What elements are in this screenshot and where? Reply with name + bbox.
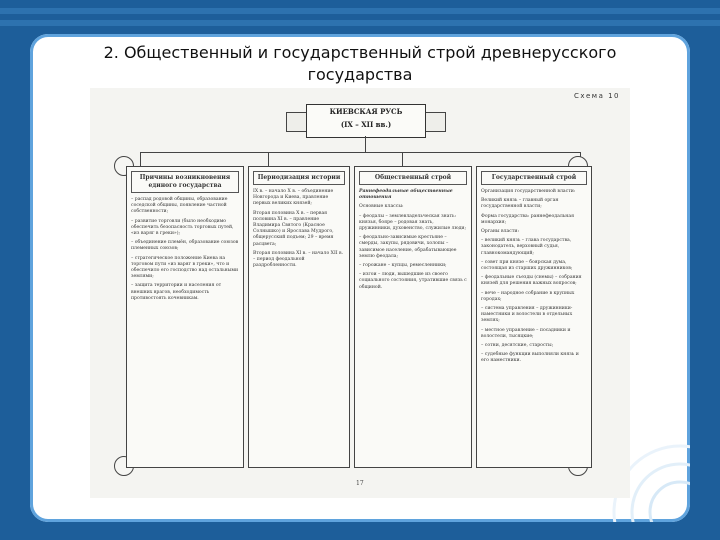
banner-period: (IX – XII вв.)	[340, 120, 392, 129]
column-paragraph: Раннефеодальные общественные отношения	[359, 189, 453, 201]
column-header: Причины возникновения единого государства	[131, 171, 239, 193]
column-paragraph: Основные классы:	[359, 204, 404, 210]
column-paragraph: – вече – народное собрание в крупных городах;	[481, 290, 575, 302]
banner-title: КИЕВСКАЯ РУСЬ	[329, 107, 403, 116]
column-paragraph: Форма государства: раннефеодальная монархия;	[481, 213, 574, 225]
connector-line	[268, 152, 269, 166]
column-paragraph: – защита территории и населения от внешних врагов, необходимость противостоять кочевникам.	[131, 283, 222, 301]
column-paragraph: Вторая половина XI в. – начало XII в. – период феодальной раздробленности.	[253, 250, 344, 269]
column-paragraph: Органы власти:	[481, 229, 519, 235]
column-social-order	[354, 166, 472, 468]
column-header: Общественный строй	[359, 171, 467, 185]
column-paragraph: Вторая половина X в. – первая половина XI в. – правление Владимира Святого (Красное Солнышко) и Ярослава Мудрого, общерусский подъем; 29 – время расцвета;	[253, 210, 334, 247]
column-paragraph: – феодально-зависимые крестьяне – смерды, закупы, рядовичи, холопы – зависимое население, обрабатывающее землю феодала;	[359, 235, 457, 259]
column-paragraph: Великий князь – главный орган государственной власти;	[481, 198, 559, 210]
connector-line	[402, 152, 403, 166]
column-paragraph: Организация государственной власти:	[481, 189, 576, 194]
connector-line	[365, 136, 366, 152]
column-paragraph: IX в. – начало X в. – объединение Новгорода и Киева, правление первых великих князей;	[253, 189, 334, 207]
scheme-banner	[306, 104, 426, 138]
background-stripe	[0, 20, 720, 26]
column-paragraph: – феодалы – землевладельческая знать: князья, бояре – родовая знать, дружинники, духовенство, служилые люди;	[359, 213, 467, 232]
slide	[30, 34, 690, 522]
column-paragraph: – горожане – купцы, ремесленники;	[359, 263, 447, 269]
column-paragraph: – объединение племён, образование союзов племенных союзов;	[131, 240, 239, 252]
column-paragraph: – местное управление – посадники и волостели, тысяцкие;	[481, 327, 571, 339]
scanned-scheme	[90, 88, 630, 498]
column-paragraph: – великий князь – глава государства, законодатель, верховный судья, главнокомандующий;	[481, 238, 572, 256]
connector-line	[140, 152, 580, 153]
scheme-label: Схема 10	[573, 92, 620, 100]
connector-line	[140, 152, 141, 166]
column-paragraph: – совет при князе – боярская дума, состоящая из старших дружинников;	[481, 259, 573, 272]
slide-title-line-1: 2. Общественный и государственный строй древнерусского	[103, 43, 617, 62]
column-paragraph: – изгои – люди, вышедшие из своего социального состояния, утратившие связь с общиной.	[359, 272, 467, 290]
column-state-order	[476, 166, 592, 468]
column-paragraph: – развитие торговли (было необходимо обеспечить безопасность торговых путей, «из варяг в греки»);	[131, 218, 234, 237]
slide-title	[90, 42, 630, 86]
column-paragraph: – стратегическое положение Киева на торговом пути «из варяг в греки», что и обеспечило его господство над остальными землями;	[131, 255, 239, 280]
background-stripe	[0, 8, 720, 14]
column-paragraph: – система управления – дружинники-наместники и волостели в отдельных землях;	[481, 306, 573, 324]
column-header: Периодизация истории	[253, 171, 345, 185]
column-paragraph: – судебные функции выполняли князь и его наместники.	[481, 352, 579, 364]
column-paragraph: – сотни, десятские, старосты;	[481, 343, 554, 349]
column-periodization	[248, 166, 350, 468]
column-paragraph: – феодальные съезды (снемы) – собрания князей для решения важных вопросов;	[481, 275, 582, 287]
column-causes	[126, 166, 244, 468]
slide-title-line-2: государства	[307, 65, 413, 84]
column-paragraph: – распад родовой общины, образование соседской общины, появление частной собственности;	[131, 197, 228, 215]
column-header: Государственный строй	[481, 171, 587, 185]
page-number: 17	[356, 480, 364, 487]
